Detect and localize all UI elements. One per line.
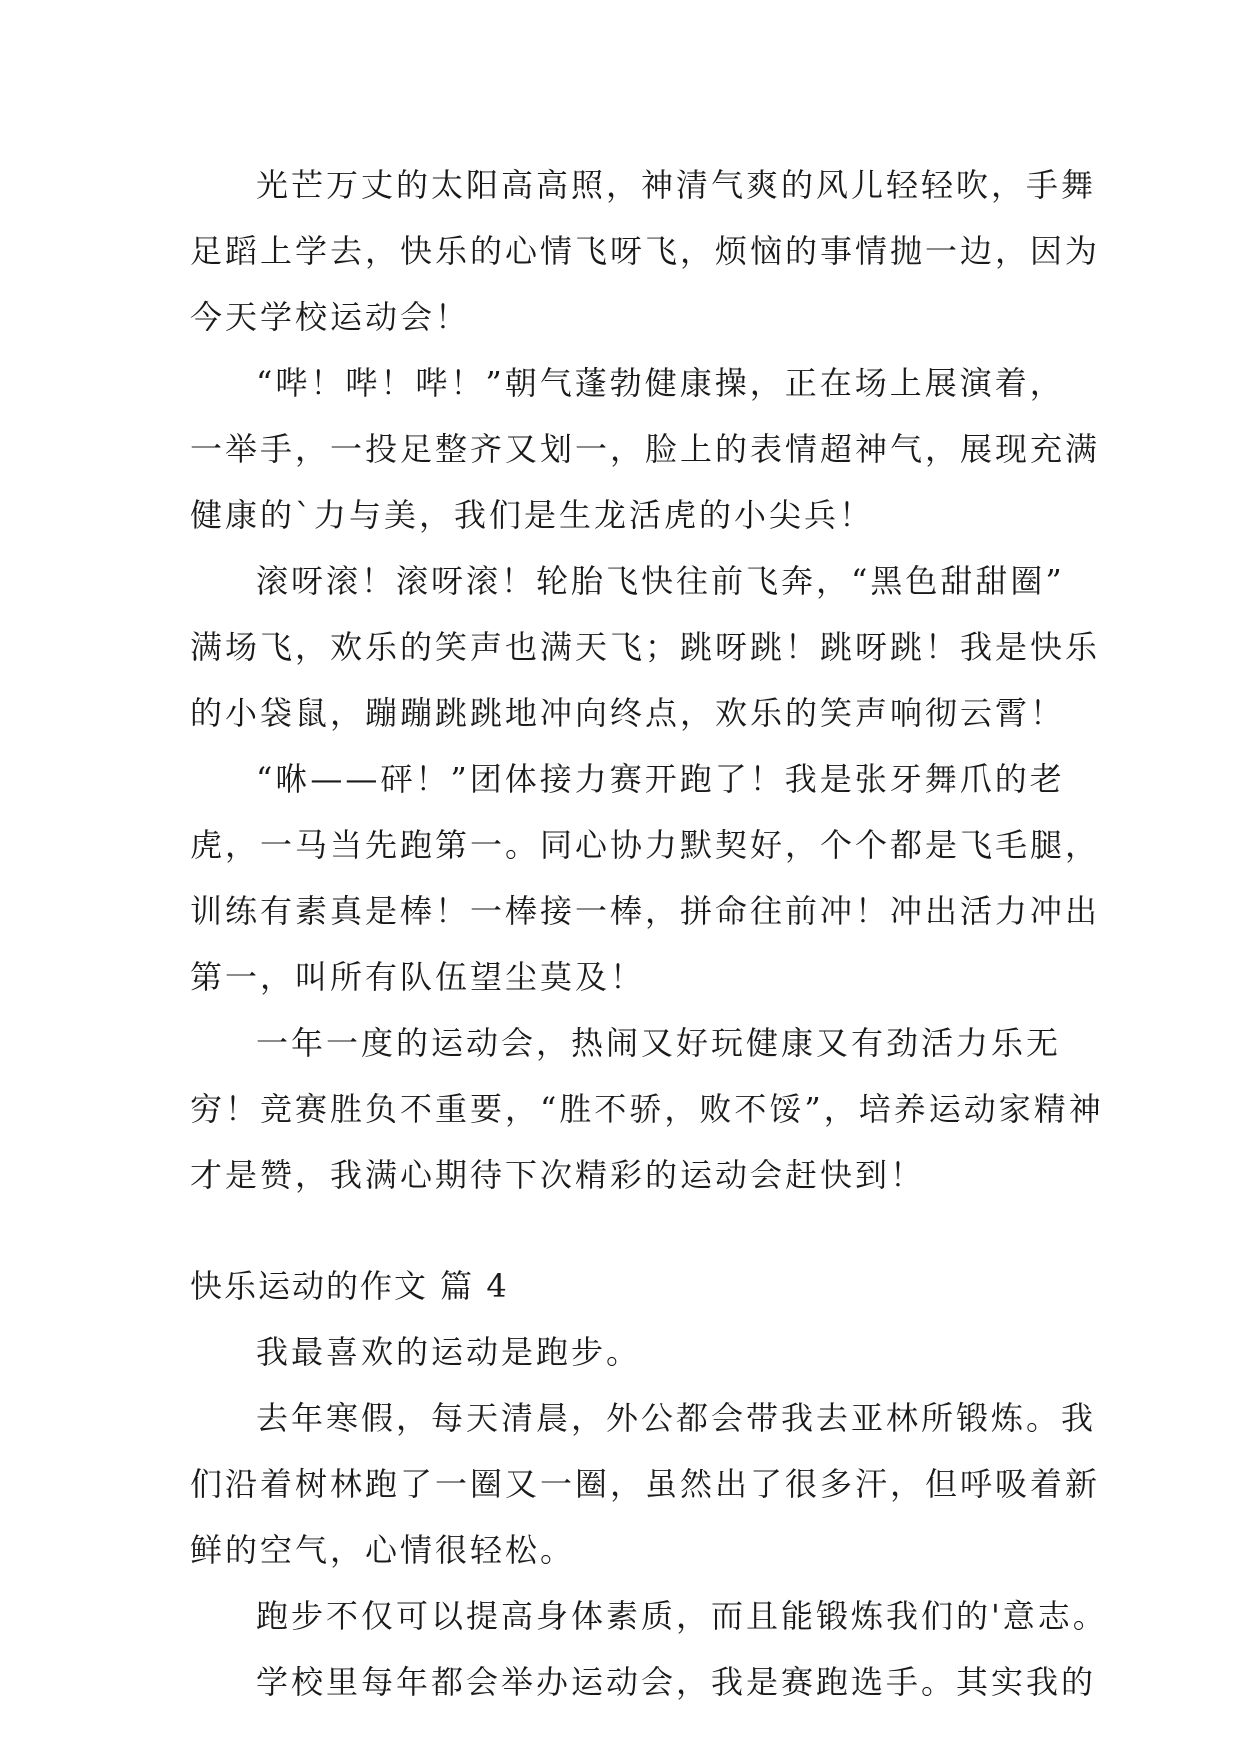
paragraph-line: 虎，一马当先跑第一。同心协力默契好，个个都是飞毛腿，	[190, 826, 1101, 864]
paragraph-line: 满场飞，欢乐的笑声也满天飞；跳呀跳！跳呀跳！我是快乐	[190, 628, 1101, 666]
paragraph-line: 足蹈上学去，快乐的心情飞呀飞，烦恼的事情抛一边，因为	[190, 232, 1101, 270]
paragraph-line: 今天学校运动会！	[190, 298, 471, 336]
paragraph-line: 学校里每年都会举办运动会，我是赛跑选手。其实我的	[256, 1663, 1097, 1701]
paragraph-line: 我最喜欢的运动是跑步。	[256, 1333, 642, 1371]
paragraph-line: 一年一度的运动会，热闹又好玩健康又有劲活力乐无	[256, 1024, 1062, 1062]
paragraph-line: 鲜的空气，心情很轻松。	[190, 1531, 576, 1569]
paragraph-line: 训练有素真是棒！一棒接一棒，拼命往前冲！冲出活力冲出	[190, 892, 1101, 930]
paragraph-line: 健康的`力与美，我们是生龙活虎的小尖兵！	[190, 496, 875, 534]
section-heading: 快乐运动的作文 篇 4	[190, 1267, 509, 1305]
paragraph-line: “哔！哔！哔！”朝气蓬勃健康操，正在场上展演着，	[256, 364, 1065, 402]
paragraph-line: 第一，叫所有队伍望尘莫及！	[190, 958, 646, 996]
paragraph-line: 们沿着树林跑了一圈又一圈，虽然出了很多汗，但呼吸着新	[190, 1465, 1101, 1503]
paragraph-line: 滚呀滚！滚呀滚！轮胎飞快往前飞奔，“黑色甜甜圈”	[256, 562, 1065, 600]
paragraph-line: 光芒万丈的太阳高高照，神清气爽的风儿轻轻吹，手舞	[256, 166, 1097, 204]
paragraph-line: 一举手，一投足整齐又划一，脸上的表情超神气，展现充满	[190, 430, 1101, 468]
paragraph-line: 跑步不仅可以提高身体素质，而且能锻炼我们的'意志。	[256, 1597, 1108, 1635]
paragraph-line: “咻——砰！”团体接力赛开跑了！我是张牙舞爪的老	[256, 760, 1065, 798]
paragraph-line: 穷！竞赛胜负不重要，“胜不骄，败不馁”，培养运动家精神	[190, 1090, 1104, 1128]
paragraph-line: 才是赞，我满心期待下次精彩的运动会赶快到！	[190, 1156, 926, 1194]
paragraph-line: 去年寒假，每天清晨，外公都会带我去亚林所锻炼。我	[256, 1399, 1097, 1437]
paragraph-line: 的小袋鼠，蹦蹦跳跳地冲向终点，欢乐的笑声响彻云霄！	[190, 694, 1066, 732]
